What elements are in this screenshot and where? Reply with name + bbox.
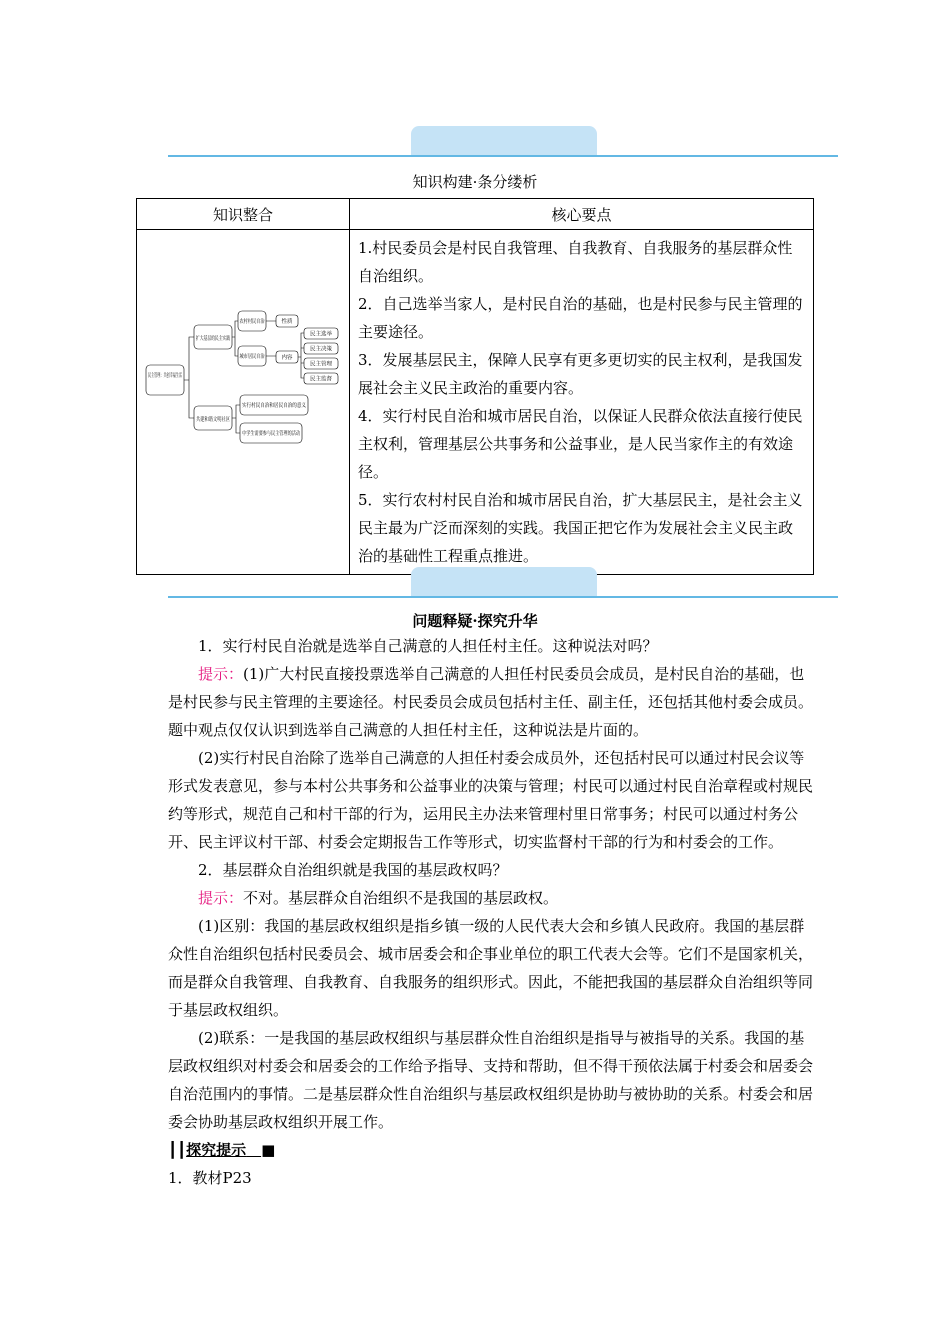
diagram-leaf-2: 民主决策 [309, 346, 333, 353]
answer-2-tip-text: 不对。基层群众自治组织不是我国的基层政权。 [243, 889, 559, 907]
knowledge-diagram [138, 231, 348, 561]
core-point-4: 4．实行村民自治和城市居民自治，以保证人民群众依法直接行使民主权利，管理基层公共事务和公益事业，是人民当家作主的有效途径。 [358, 407, 803, 481]
heading-bars-icon: ┃┃ [168, 1141, 187, 1159]
diagram-b2-sub2: 中学生需要参与民主管理的活动 [242, 431, 320, 437]
diagram-b1-sub2: 城市居民自治 [239, 354, 273, 360]
question-1: 1．实行村民自治就是选举自己满意的人担任村主任。这种说法对吗？ [198, 637, 658, 655]
section1-title: 知识构建·条分缕析 [412, 173, 538, 191]
diagram-root: 民主管理：共创幸福生活 [148, 373, 209, 379]
heading-underline-gap [246, 1141, 261, 1159]
diagram-leaf-4: 民主监督 [309, 376, 333, 383]
answer-1-part-1 [168, 660, 813, 744]
answer-2-part-1: (1)区别：我国的基层政权组织是指乡镇一级的人民代表大会和乡镇人民政府。我国的基层群众性自治组织包括村民委员会、城市居委会和企事业单位的职工代表大会等。它们不是国家机关，而是群众自我管理、自我教育、自我服务的组织形式。因此，不能把我国的基层群众自治组织等同于基层政权组织。 [168, 917, 814, 1019]
question-2: 2．基层群众自治组织就是我国的基层政权吗？ [198, 861, 508, 879]
banner-tab [411, 126, 597, 156]
col2-header: 核心要点 [350, 199, 814, 230]
section2-title: 问题释疑·探究升华 [412, 612, 538, 630]
section-banner-1 [168, 126, 838, 160]
diagram-content: 内容 [281, 355, 293, 361]
banner-line [168, 596, 838, 598]
core-points-cell [350, 230, 814, 575]
core-point-5: 5．实行农村村民自治和城市居民自治，扩大基层民主，是社会主义民主最为广泛而深刻的实践。我国正把它作为发展社会主义民主政治的基础性工程重点推进。 [358, 491, 803, 565]
diagram-b2-sub1: 实行村民自治和居民自治的意义 [242, 403, 320, 409]
knowledge-table [136, 198, 814, 575]
answer-1-text: (1)广大村民直接投票选举自己满意的人担任村民委员会成员，是村民自治的基础，也是村民参与民主管理的主要途径。村民委员会成员包括村主任、副主任，还包括其他村委会成员。题中观点仅仅认识到选举自己满意的人担任村主任，这种说法是片面的。 [168, 665, 814, 739]
diagram-b1-sub1: 农村村民自治 [239, 319, 273, 325]
banner-tab [411, 567, 597, 597]
diagram-branch2: 共建和谐文明社区 [196, 417, 241, 423]
core-point-3: 3．发展基层民主，保障人民享有更多更切实的民主权利，是我国发展社会主义民主政治的重要内容。 [358, 351, 803, 397]
diagram-nature: 性质 [281, 319, 293, 325]
col1-header: 知识整合 [137, 199, 350, 230]
section-banner-2 [168, 567, 838, 601]
tip-label: 提示： [198, 889, 244, 907]
core-point-1: 1.村民委员会是村民自我管理、自我教育、自我服务的基层群众性自治组织。 [358, 239, 793, 285]
core-point-2: 2．自己选举当家人，是村民自治的基础，也是村民参与民主管理的主要途径。 [358, 295, 803, 341]
diagram-branch1: 扩大基层的民主实践 [196, 336, 246, 342]
diagram-leaf-3: 民主管理 [309, 361, 333, 368]
diagram-leaf-1: 民主选举 [309, 331, 333, 338]
heading-square-icon: ■ [261, 1141, 276, 1159]
tips-item-1: 1．教材P23 [168, 1169, 252, 1187]
tip-label: 提示： [198, 665, 244, 683]
tips-heading-label: 探究提示 [186, 1141, 247, 1159]
qa-body [168, 632, 813, 1192]
answer-2-tip [168, 884, 813, 912]
answer-1-part-2: (2)实行村民自治除了选举自己满意的人担任村委会成员外，还包括村民可以通过村民会议等形式发表意见，参与本村公共事务和公益事业的决策与管理；村民可以通过村民自治章程或村规民约等形式，规范自己和村干部的行为，运用民主办法来管理村里日常事务；村民可以通过村务公开、民主评议村干部、村委会定期报告工作等形式，切实监督村干部的行为和村委会的工作。 [168, 749, 814, 851]
tips-heading [168, 1136, 813, 1164]
knowledge-diagram-cell [137, 230, 350, 575]
banner-line [168, 155, 838, 157]
answer-2-part-2: (2)联系：一是我国的基层政权组织与基层群众性自治组织是指导与被指导的关系。我国的基层政权组织对村委会和居委会的工作给予指导、支持和帮助，但不得干预依法属于村委会和居委会自治范围内的事情。二是基层群众性自治组织与基层政权组织是协助与被协助的关系。村委会和居委会协助基层政权组织开展工作。 [168, 1029, 814, 1131]
